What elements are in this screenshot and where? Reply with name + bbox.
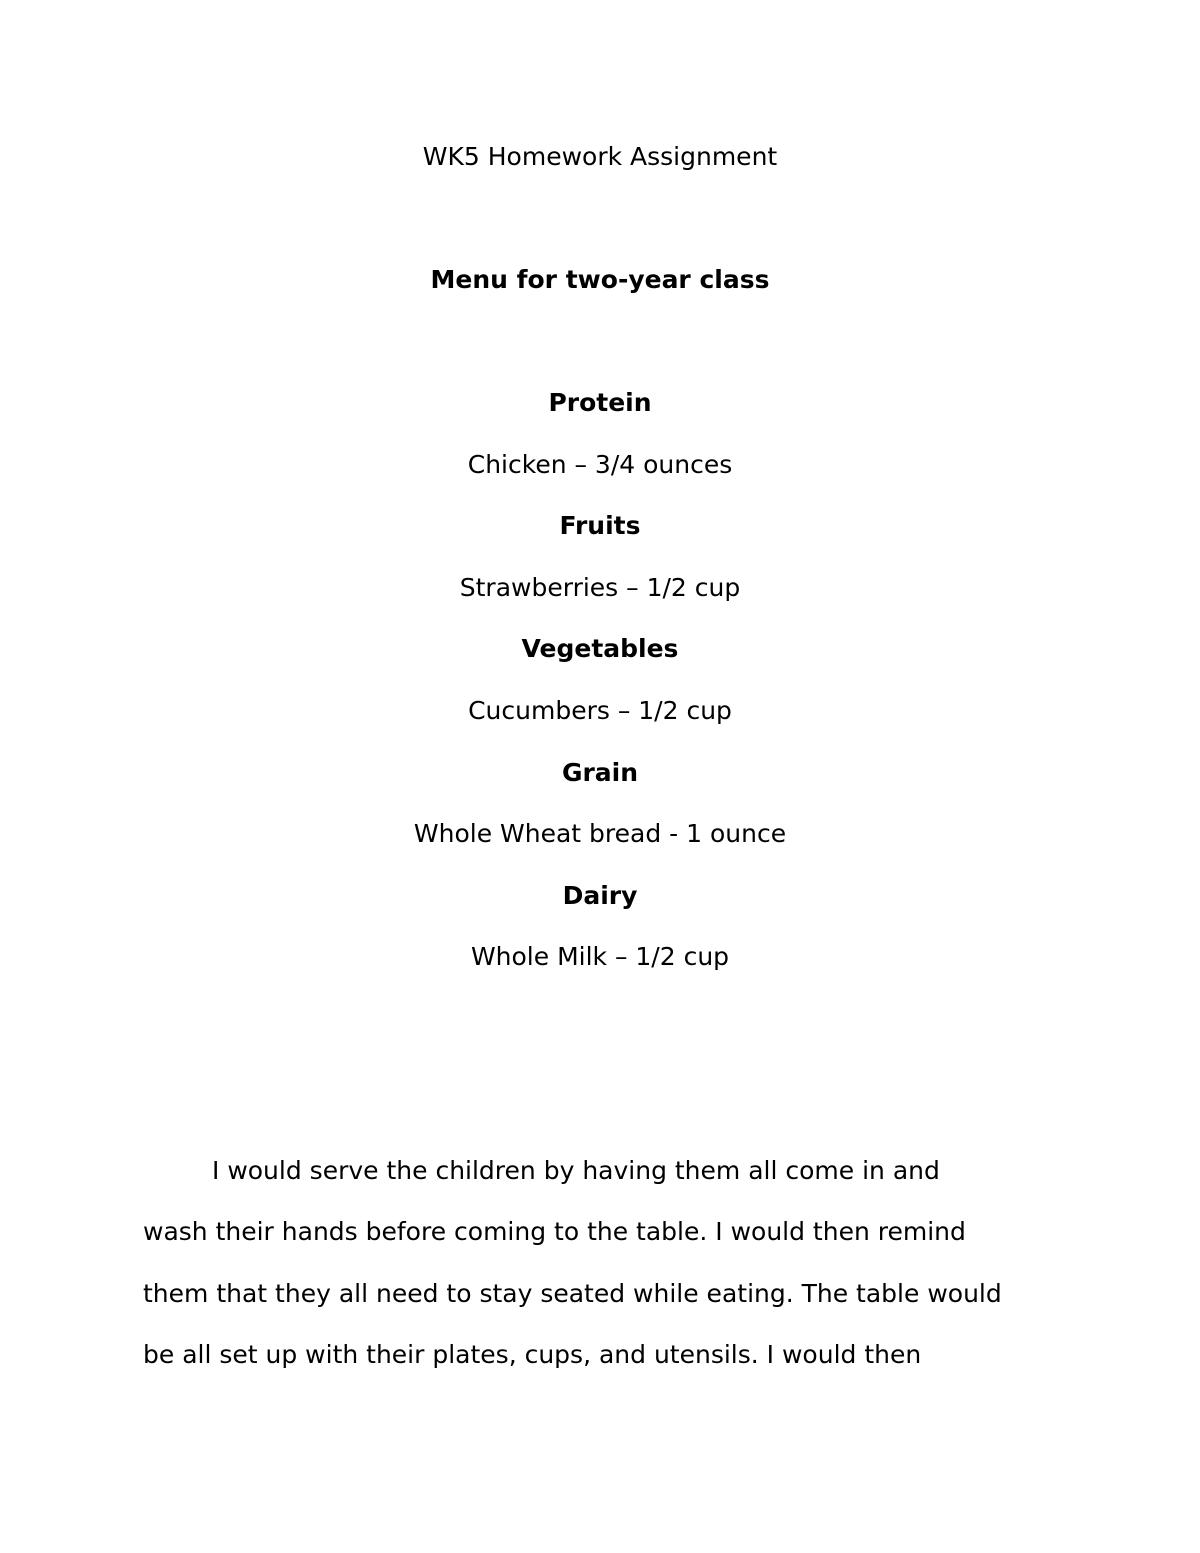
- section-item-grain: Whole Wheat bread - 1 ounce: [413, 819, 787, 848]
- section-item-fruits: Strawberries – 1/2 cup: [459, 573, 741, 602]
- section-heading-fruits: Fruits: [559, 511, 641, 540]
- section-item-vegetables: Cucumbers – 1/2 cup: [468, 696, 732, 725]
- paragraph-line: them that they all need to stay seated while eating. The table would: [143, 1279, 1002, 1308]
- menu-title: Menu for two-year class: [430, 265, 770, 294]
- document-header-title: WK5 Homework Assignment: [422, 142, 778, 171]
- paragraph-line: I would serve the children by having them all come in and: [212, 1156, 940, 1185]
- section-heading-grain: Grain: [561, 758, 639, 787]
- section-item-dairy: Whole Milk – 1/2 cup: [470, 942, 730, 971]
- section-heading-dairy: Dairy: [562, 881, 638, 910]
- section-heading-vegetables: Vegetables: [521, 634, 679, 663]
- section-item-protein: Chicken – 3/4 ounces: [467, 450, 733, 479]
- paragraph-line: be all set up with their plates, cups, and utensils. I would then: [143, 1340, 922, 1369]
- paragraph-line: wash their hands before coming to the table. I would then remind: [143, 1217, 966, 1246]
- section-heading-protein: Protein: [548, 388, 652, 417]
